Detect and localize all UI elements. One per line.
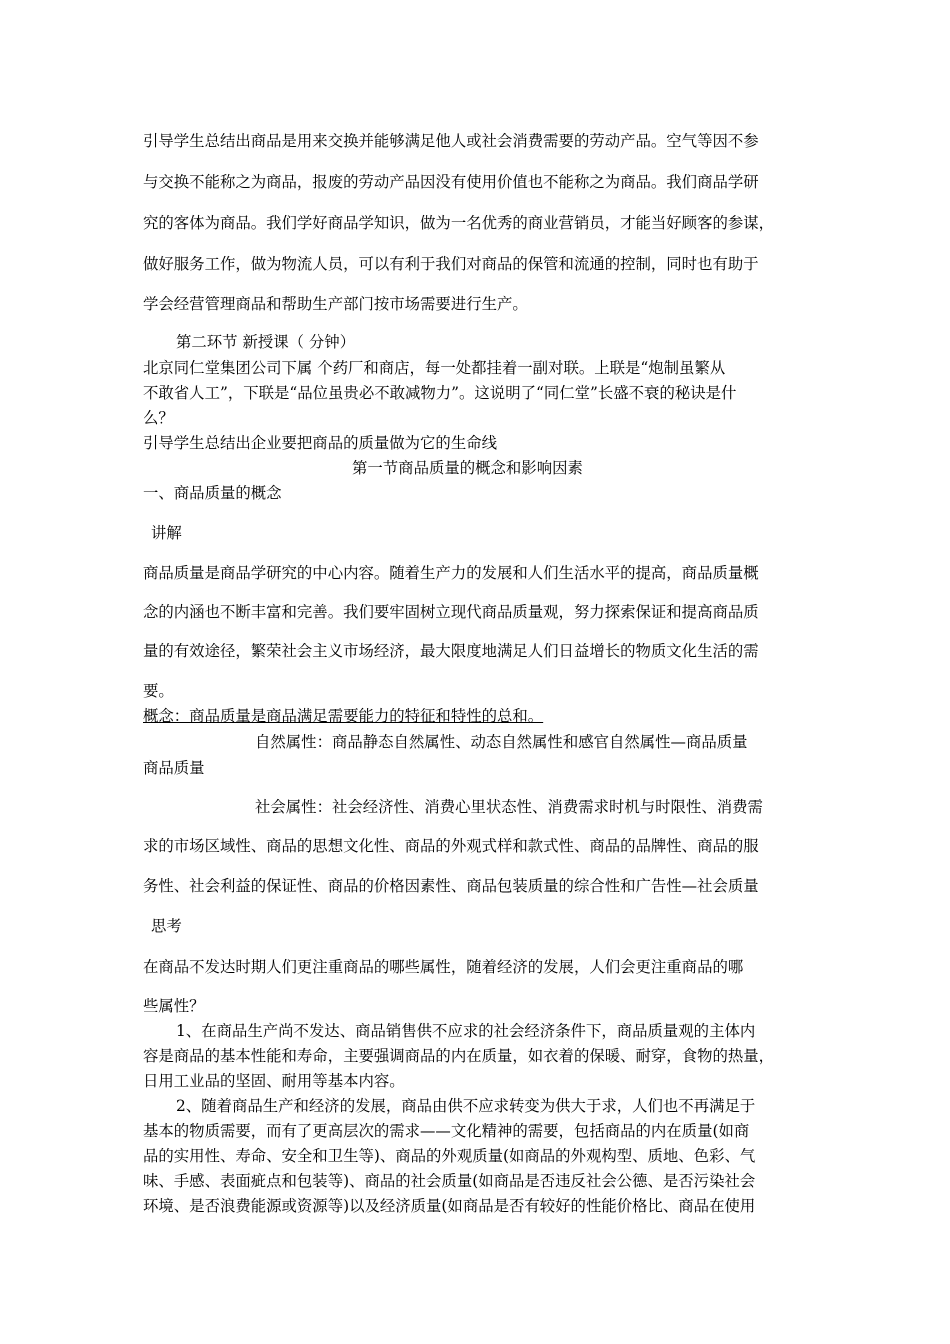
text-line: 在商品不发达时期人们更注重商品的哪些属性，随着经济的发展，人们会更注重商品的哪 [143,958,744,976]
text-line: 学会经营管理商品和帮助生产部门按市场需要进行生产。 [143,295,528,313]
text-line: 念的内涵也不断丰富和完善。我们要牢固树立现代商品质量观，努力探索保证和提高商品质 [143,603,759,621]
text-line: 思考 [151,917,182,935]
text-line: 第二环节 新授课（ 分钟） [176,333,356,351]
text-line: 日用工业品的坚固、耐用等基本内容。 [143,1072,405,1090]
text-line: 第一节商品质量的概念和影响因素 [352,459,583,477]
text-line: 商品质量 [143,759,205,777]
text-line: 环境、是否浪费能源或资源等)以及经济质量(如商品是否有较好的性能价格比、商品在使用 [143,1197,756,1215]
text-line: 么？ [143,409,174,427]
text-line: 不敢省人工”，下联是“品位虽贵必不敢减物力”。这说明了“同仁堂”长盛不衰的秘诀是什 [143,384,737,402]
text-line: 务性、社会利益的保证性、商品的价格因素性、商品包装质量的综合性和广告性—社会质量 [143,877,759,895]
text-line: 量的有效途径，繁荣社会主义市场经济，最大限度地满足人们日益增长的物质文化生活的需 [143,642,759,660]
text-line: 引导学生总结出企业要把商品的质量做为它的生命线 [143,434,497,452]
text-line: 味、手感、表面疵点和包装等)、商品的社会质量(如商品是否违反社会公德、是否污染社会 [143,1172,756,1190]
text-line: 概念：商品质量是商品满足需要能力的特征和特性的总和。 [143,707,544,725]
text-line: 社会属性：社会经济性、消费心里状态性、消费需求时机与时限性、消费需 [255,798,763,816]
text-line: 1、在商品生产尚不发达、商品销售供不应求的社会经济条件下，商品质量观的主体内 [176,1022,756,1040]
text-line: 一、商品质量的概念 [143,484,282,502]
text-line: 品的实用性、寿命、安全和卫生等)、商品的外观质量(如商品的外观构型、质地、色彩、气 [143,1147,756,1165]
text-line: 商品质量是商品学研究的中心内容。随着生产力的发展和人们生活水平的提高，商品质量概 [143,564,759,582]
text-line: 北京同仁堂集团公司下属 个药厂和商店，每一处都挂着一副对联。上联是“炮制虽繁从 [143,359,726,377]
text-line: 引导学生总结出商品是用来交换并能够满足他人或社会消费需要的劳动产品。空气等因不参 [143,132,759,150]
text-line: 2、随着商品生产和经济的发展，商品由供不应求转变为供大于求，人们也不再满足于 [176,1097,756,1115]
text-line: 些属性？ [143,997,205,1015]
text-line: 与交换不能称之为商品，报废的劳动产品因没有使用价值也不能称之为商品。我们商品学研 [143,173,759,191]
text-line: 究的客体为商品。我们学好商品学知识，做为一名优秀的商业营销员，才能当好顾客的参谋， [143,214,775,232]
text-line: 做好服务工作，做为物流人员，可以有利于我们对商品的保管和流通的控制，同时也有助于 [143,255,759,273]
text-line: 求的市场区域性、商品的思想文化性、商品的外观式样和款式性、商品的品牌性、商品的服 [143,837,759,855]
text-line: 讲解 [151,524,182,542]
text-line: 自然属性：商品静态自然属性、动态自然属性和感官自然属性—商品质量 [255,733,748,751]
text-line: 基本的物质需要，而有了更高层次的需求——文化精神的需要，包括商品的内在质量(如商 [143,1122,750,1140]
text-line: 要。 [143,682,174,700]
text-line: 容是商品的基本性能和寿命，主要强调商品的内在质量，如衣着的保暖、耐穿，食物的热量， [143,1047,775,1065]
